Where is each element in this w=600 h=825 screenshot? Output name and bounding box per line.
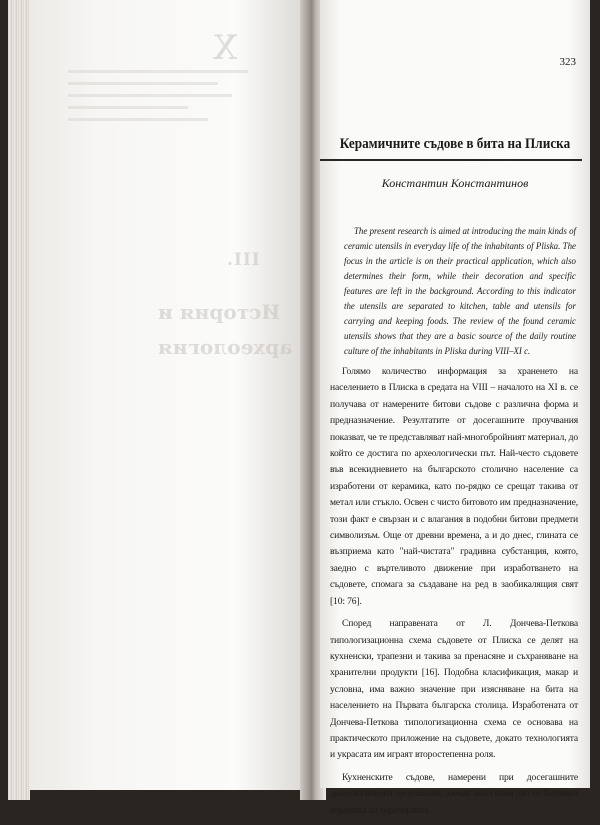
paragraph: Голямо количество информация за храненето на населението в Плиска в средата на VIII – началото на XI в. се получава от намерените битови съдове с различна форма и предназначение. Резултатите от досегашните проучвания показват, че те представляват най-многобройният материал, до който се достига по археологически път. Най-често съдовете във всекидневието на българското столично население са изработени от керамика, като по-рядко се срещат такива от метал или стъкло. Освен с чисто битовото им предназначение, този факт е свързан и с влагания в подобни битови предмети символизъм. Още от древни времена, а и до днес, глината се възприема като "най-чистата" градивна субстанция, която, заедно с въртеливото движение при изработването на съдовете, спомага за създаване на ред в заобикалящия свят [10: 76]. — [330, 366, 578, 607]
title-rule — [320, 159, 582, 161]
paragraph: Кухненските съдове, намерени при досегашните археологически проучвания, заемат най-голям дял от битовата керамика на територията — [330, 771, 578, 816]
page-number: 323 — [559, 56, 576, 68]
show-through-title-line-2: археология — [158, 335, 293, 359]
show-through-numeral: X — [213, 28, 238, 68]
show-through-title-line-1: История и — [158, 300, 281, 324]
show-through-heading: III. — [226, 250, 260, 270]
article-title: Керамичните съдове в бита на Плиска — [339, 136, 571, 152]
show-through-lines — [68, 70, 268, 130]
body-text — [330, 364, 578, 825]
paragraph: Според направената от Л. Дончева-Петкова типологизационна схема съдовете от Плиска се делят на кухненски, трапезни и такива за пренасяне и съхраняване на хранителни продукти [16]. Подобна класификация, макар и условна, има важно значение при изясняване на бита на населението на Първата българска столица. Изработената от Дончева-Петкова типологизационна схема се основава на практическото приложение на съдовете, докато технологията и украсата им играят второстепенна роля. — [330, 618, 578, 761]
author-name: Константин Константинов — [381, 176, 529, 190]
article-page — [320, 0, 590, 816]
facing-page — [8, 0, 312, 790]
page-edges — [8, 0, 30, 800]
abstract: The present research is aimed at introducing the main kinds of ceramic utensils in everyday life of the inhabitants of Pliska. The focus in the article is on their practical application, which also determines their form, while their decoration and specific features are left in the background. According to this indicator the utensils are separated to kitchen, table and utensils for carrying and keeping foods. The review of the found ceramic utensils shows that they are a basic source of the daily routine culture of the inhabitants in Pliska during VIII–XI c. — [344, 226, 576, 356]
